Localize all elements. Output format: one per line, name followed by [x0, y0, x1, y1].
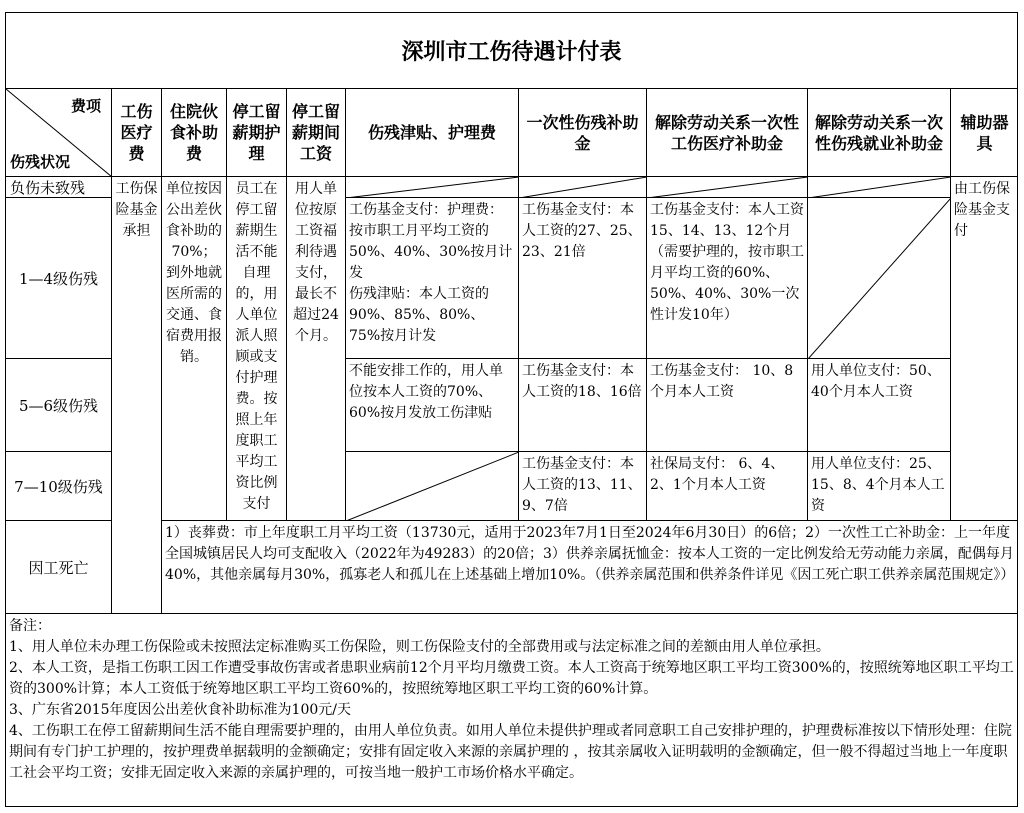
- row-label-minor: 负伤未致残: [5, 176, 111, 197]
- notes-heading: 备注：: [9, 618, 51, 634]
- minor-employment-empty: [807, 176, 950, 197]
- g710-onetime-cell: 工伤基金支付：本人工资的13、11、9、7倍: [518, 451, 646, 520]
- g14-allowance-cell: 工伤基金支付：护理费：按市职工月平均工资的50%、40%、30%按月计发 伤残津贴：本人工资的90%、85%、80%、75%按月计发: [345, 197, 518, 358]
- aids-cell: 由工伤保险基金支付: [950, 176, 1018, 520]
- corner-header-cell: [5, 88, 111, 176]
- g56-onetime-cell: 工伤基金支付：本人工资的18、16倍: [518, 358, 646, 451]
- g710-employment-cell: 用人单位支付：25、15、8、4个月本人工资: [807, 451, 950, 520]
- header-aids: 辅助器具: [950, 88, 1018, 176]
- meal-subsidy-cell: 单位按因公出差伙食补助的70%；到外地就医所需的交通、食宿费用报销。: [161, 176, 226, 520]
- g710-medical-cell: 社保局支付： 6、4、2、1个月本人工资: [646, 451, 807, 520]
- death-benefit-cell: 1）丧葬费：市上年度职工月平均工资（13730元，适用于2023年7月1日至2024年6月30日）的6倍；2）一次性工亡补助金：上一年度全国城镇居民人均可支配收入（2022年为49283）的20倍；3）供养亲属抚恤金：按本人工资的一定比例发给无劳动能力亲属，配偶每月40%，其他亲属每月30%，孤寡老人和孤儿在上述基础上增加10%。（供养亲属范围和供养条件详见《因工死亡职工供养亲属范围规定》）: [161, 520, 1018, 613]
- care-cell: 员工在停工留薪期生活不能自理的，用人单位派人照顾或支付护理费。按照上年度职工平均工资比例支付: [226, 176, 286, 520]
- header-medical: 工伤医疗费: [111, 88, 161, 176]
- g56-employment-cell: 用人单位支付：50、40个月本人工资: [807, 358, 950, 451]
- g14-medical-cell: 工伤基金支付：本人工资15、14、13、12个月 （需要护理的，按市职工月平均工资的60%、50%、40%、30%一次性计发10年）: [646, 197, 807, 358]
- header-medical-subsidy: 解除劳动关系一次性工伤医疗补助金: [646, 88, 807, 176]
- minor-allowance-empty: [345, 176, 518, 197]
- g56-medical-cell: 工伤基金支付： 10、8个月本人工资: [646, 358, 807, 451]
- note-2: 2、本人工资，是指工伤职工因工作遭受事故伤害或者患职业病前12个月平均月缴费工资。本人工资高于统筹地区职工平均工资300%的，按照统筹地区职工平均工资的300%计算；本人工资低于统筹地区职工平均工资60%的，按照统筹地区职工平均工资的60%计算。: [9, 660, 1014, 697]
- medical-cost-cell: 工伤保险基金承担: [111, 176, 161, 613]
- header-employment-subsidy: 解除劳动关系一次性伤残就业补助金: [807, 88, 950, 176]
- corner-top-label: 费项: [70, 97, 101, 115]
- row-label-grade7-10: 7—10级伤残: [5, 451, 111, 520]
- header-wage: 停工留薪期间工资: [286, 88, 345, 176]
- g710-allowance-empty: [345, 451, 518, 520]
- g14-onetime-cell: 工伤基金支付：本人工资的27、25、23、21倍: [518, 197, 646, 358]
- header-care: 停工留薪期护理: [226, 88, 286, 176]
- wage-cell: 用人单位按原工资福利待遇支付，最长不超过24个月。: [286, 176, 345, 520]
- header-meal: 住院伙食补助费: [161, 88, 226, 176]
- g56-allowance-cell: 不能安排工作的，用人单位按本人工资的70%、60%按月发放工伤津贴: [345, 358, 518, 451]
- row-label-grade1-4: 1—4级伤残: [5, 197, 111, 358]
- benefit-table-page: [5, 12, 1018, 807]
- minor-onetime-empty: [518, 176, 646, 197]
- g14-employment-empty: [807, 197, 950, 358]
- header-onetime: 一次性伤残补助金: [518, 88, 646, 176]
- minor-medical-empty: [646, 176, 807, 197]
- notes-section: [5, 613, 1018, 807]
- note-1: 1、用人单位未办理工伤保险或未按照法定标准购买工伤保险，则工伤保险支付的全部费用或与法定标准之间的差额由用人单位承担。: [9, 639, 830, 655]
- row-label-grade5-6: 5—6级伤残: [5, 358, 111, 451]
- page-title: 深圳市工伤待遇计付表: [5, 12, 1018, 88]
- corner-bottom-label: 伤残状况: [10, 153, 71, 171]
- note-3: 3、广东省2015年度因公出差伙食补助标准为100元/天: [9, 702, 351, 718]
- header-allowance: 伤残津贴、护理费: [345, 88, 518, 176]
- row-label-death: 因工死亡: [5, 520, 111, 613]
- note-4: 4、工伤职工在停工留薪期间生活不能自理需要护理的，由用人单位负责。如用人单位未提供护理或者同意职工自己安排护理的，护理费标准按以下情形处理：住院期间有专门护工护理的，按护理费单据载明的金额确定；安排有固定收入来源的亲属护理的 ，按其亲属收入证明载明的金额确定，但一般不得超过当地上一年度职工社会平均工资；安排无固定收入来源的亲属护理的，可按当地一般护工市场价格水平确定。: [9, 723, 1012, 781]
